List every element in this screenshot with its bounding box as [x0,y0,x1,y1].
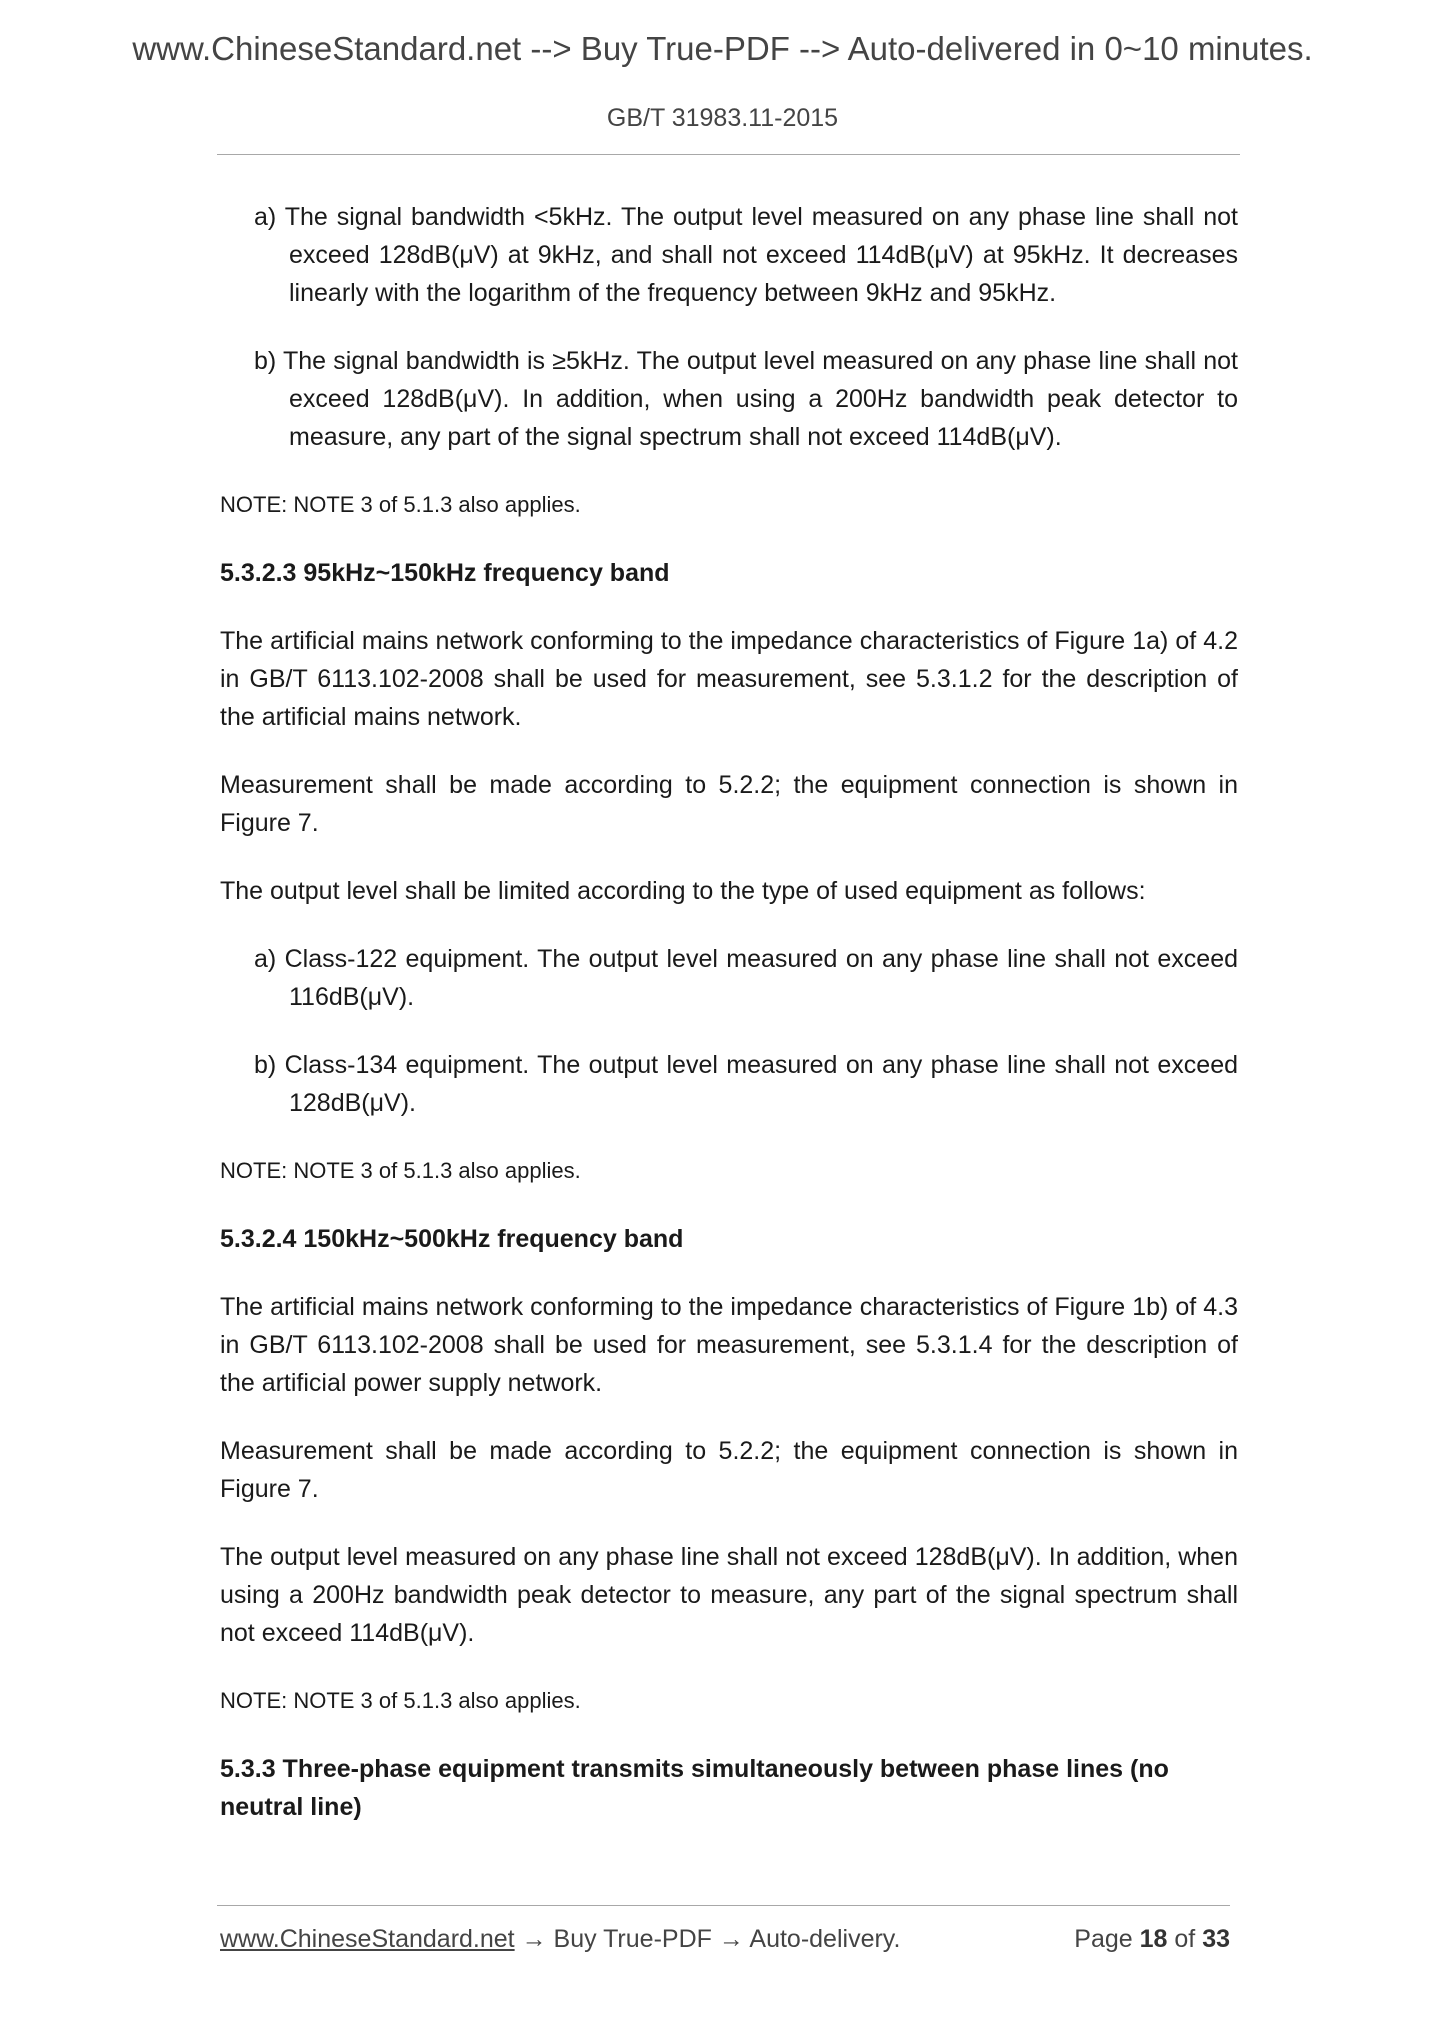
page-label: Page [1074,1925,1133,1953]
section-heading-5-3-2-4: 5.3.2.4 150kHz~500kHz frequency band [220,1225,684,1253]
footer-divider [217,1905,1230,1906]
list-item-b: b) The signal bandwidth is ≥5kHz. The output level measured on any phase line shall not exceed 128dB(μV). In addition, when using a 200Hz bandwidth peak detector to measure, any part of the signal spectrum shall not exceed 114dB(μV). [254,347,1238,451]
page-total: 33 [1202,1925,1230,1953]
paragraph: The artificial mains network conforming to the impedance characteristics of Figure 1b) of 4.3 in GB/T 6113.102-2008 shall be used for measurement, see 5.3.1.4 for the description of the artificial power supply network. [220,1293,1238,1397]
list-item-a: a) The signal bandwidth <5kHz. The output level measured on any phase line shall not exceed 128dB(μV) at 9kHz, and shall not exceed 114dB(μV) at 95kHz. It decreases linearly with the logarithm of the frequency between 9kHz and 95kHz. [254,203,1238,307]
section-heading-5-3-3: 5.3.3 Three-phase equipment transmits simultaneously between phase lines (no neutral line) [220,1755,1169,1821]
page-current: 18 [1139,1925,1168,1953]
paragraph: The artificial mains network conforming to the impedance characteristics of Figure 1a) of 4.2 in GB/T 6113.102-2008 shall be used for measurement, see 5.3.1.2 for the description of the artificial mains network. [220,627,1238,731]
note: NOTE: NOTE 3 of 5.1.3 also applies. [220,1158,581,1183]
paragraph: Measurement shall be made according to 5.2.2; the equipment connection is shown in Figure 7. [220,771,1238,837]
footer-tagline: → Buy True-PDF → Auto-delivery. [514,1925,901,1953]
document-id: GB/T 31983.11-2015 [606,104,839,132]
section-heading-5-3-2-3: 5.3.2.3 95kHz~150kHz frequency band [220,559,670,587]
list-item-a: a) Class-122 equipment. The output level measured on any phase line shall not exceed 116dB(μV). [254,945,1238,1011]
footer-site-link[interactable]: www.ChineseStandard.net [220,1925,515,1953]
paragraph: Measurement shall be made according to 5.2.2; the equipment connection is shown in Figure 7. [220,1437,1238,1503]
top-banner: www.ChineseStandard.net --> Buy True-PDF --> Auto-delivered in 0~10 minutes. [132,30,1313,67]
page-number [1074,1925,1230,1954]
note: NOTE: NOTE 3 of 5.1.3 also applies. [220,1688,581,1713]
page-content [220,198,1238,1856]
list-item-b: b) Class-134 equipment. The output level measured on any phase line shall not exceed 128dB(μV). [254,1051,1238,1117]
header-divider [217,154,1240,155]
note: NOTE: NOTE 3 of 5.1.3 also applies. [220,492,581,517]
paragraph: The output level shall be limited according to the type of used equipment as follows: [220,877,1146,905]
page-footer [220,1925,1230,1954]
of-label: of [1174,1925,1196,1953]
paragraph: The output level measured on any phase line shall not exceed 128dB(μV). In addition, when using a 200Hz bandwidth peak detector to measure, any part of the signal spectrum shall not exceed 114dB(μV). [220,1543,1238,1647]
